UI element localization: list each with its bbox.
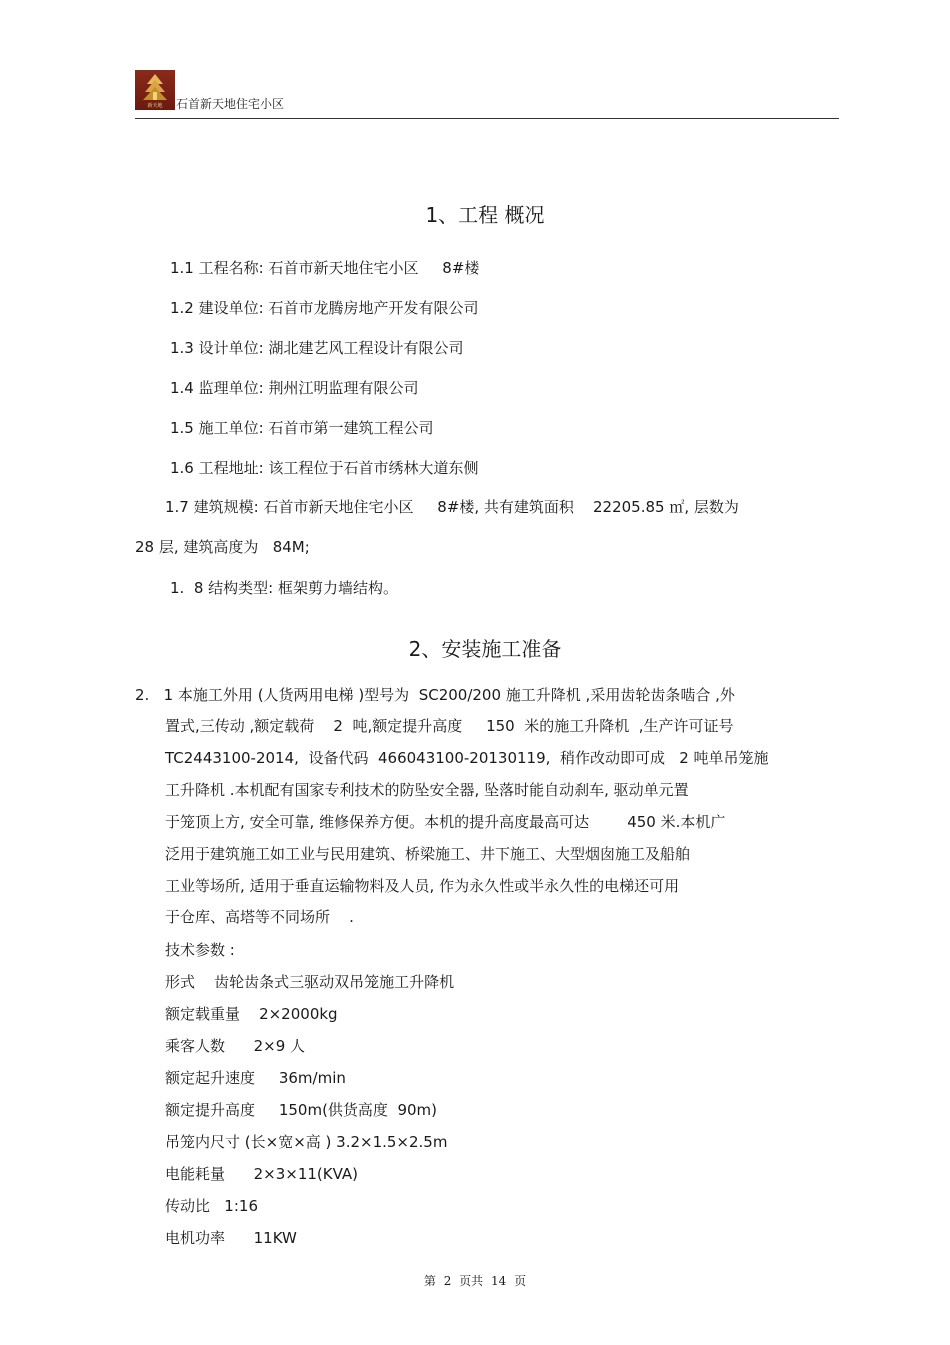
param-height: 额定提升高度 150m(供货高度 90m): [165, 1101, 438, 1119]
para-line-1: 2. 1 本施工外用 (人货两用电梯 )型号为 SC200/200 施工升降机 ,采用齿轮齿条啮合 ,外: [135, 686, 735, 704]
param-passengers: 乘客人数 2×9 人: [165, 1037, 306, 1055]
para-line-5: 于笼顶上方, 安全可靠, 维修保养方便。本机的提升高度最高可达 450 米.本机广: [165, 813, 726, 831]
header-title: 石首新天地住宅小区: [176, 97, 285, 111]
project-name-line: 1.1 工程名称: 石首市新天地住宅小区 8#楼: [170, 259, 480, 277]
page-header: [135, 70, 839, 119]
param-cage-size: 吊笼内尺寸 (长×宽×高 ) 3.2×1.5×2.5m: [165, 1133, 448, 1151]
para-line-3: TC2443100-2014, 设备代码 466043100-20130119, 稍作改动即可成 2 吨单吊笼施: [165, 749, 769, 767]
structure-line: 1. 8 结构类型: 框架剪力墙结构。: [170, 579, 398, 597]
section2-title: 2、安装施工准备: [408, 637, 562, 661]
para-line-6: 泛用于建筑施工如工业与民用建筑、桥梁施工、井下施工、大型烟囱施工及船舶: [165, 845, 691, 863]
pagoda-icon: [135, 70, 175, 110]
logo-text: 新天地: [147, 103, 163, 109]
page-number: 第 2 页共 14 页: [423, 1274, 527, 1288]
section1-title: 1、工程 概况: [425, 203, 545, 227]
param-power-use: 电能耗量 2×3×11(KVA): [165, 1165, 359, 1183]
param-speed: 额定起升速度 36m/min: [165, 1069, 346, 1087]
scale-line-cont: 28 层, 建筑高度为 84M;: [135, 538, 310, 556]
para-line-8: 于仓库、高塔等不同场所 .: [165, 908, 354, 926]
para-line-2: 置式,三传动 ,额定载荷 2 吨,额定提升高度 150 米的施工升降机 ,生产许可证号: [165, 717, 734, 735]
address-line: 1.6 工程地址: 该工程位于石首市绣林大道东侧: [170, 459, 479, 477]
developer-line: 1.2 建设单位: 石首市龙腾房地产开发有限公司: [170, 299, 479, 317]
designer-line: 1.3 设计单位: 湖北建艺风工程设计有限公司: [170, 339, 464, 357]
param-ratio: 传动比 1:16: [165, 1197, 258, 1215]
para-line-7: 工业等场所, 适用于垂直运输物料及人员, 作为永久性或半永久性的电梯还可用: [165, 877, 680, 895]
company-logo: [135, 70, 175, 110]
param-type: 形式 齿轮齿条式三驱动双吊笼施工升降机: [165, 973, 455, 991]
param-load: 额定载重量 2×2000kg: [165, 1005, 338, 1023]
contractor-line: 1.5 施工单位: 石首市第一建筑工程公司: [170, 419, 434, 437]
para-line-4: 工升降机 .本机配有国家专利技术的防坠安全器, 坠落时能自动刹车, 驱动单元置: [165, 781, 689, 799]
scale-line: 1.7 建筑规模: 石首市新天地住宅小区 8#楼, 共有建筑面积 22205.85 ㎡, 层数为: [165, 498, 739, 516]
param-motor: 电机功率 11KW: [165, 1229, 297, 1247]
params-title: 技术参数 :: [165, 941, 235, 959]
supervisor-line: 1.4 监理单位: 荆州江明监理有限公司: [170, 379, 419, 397]
